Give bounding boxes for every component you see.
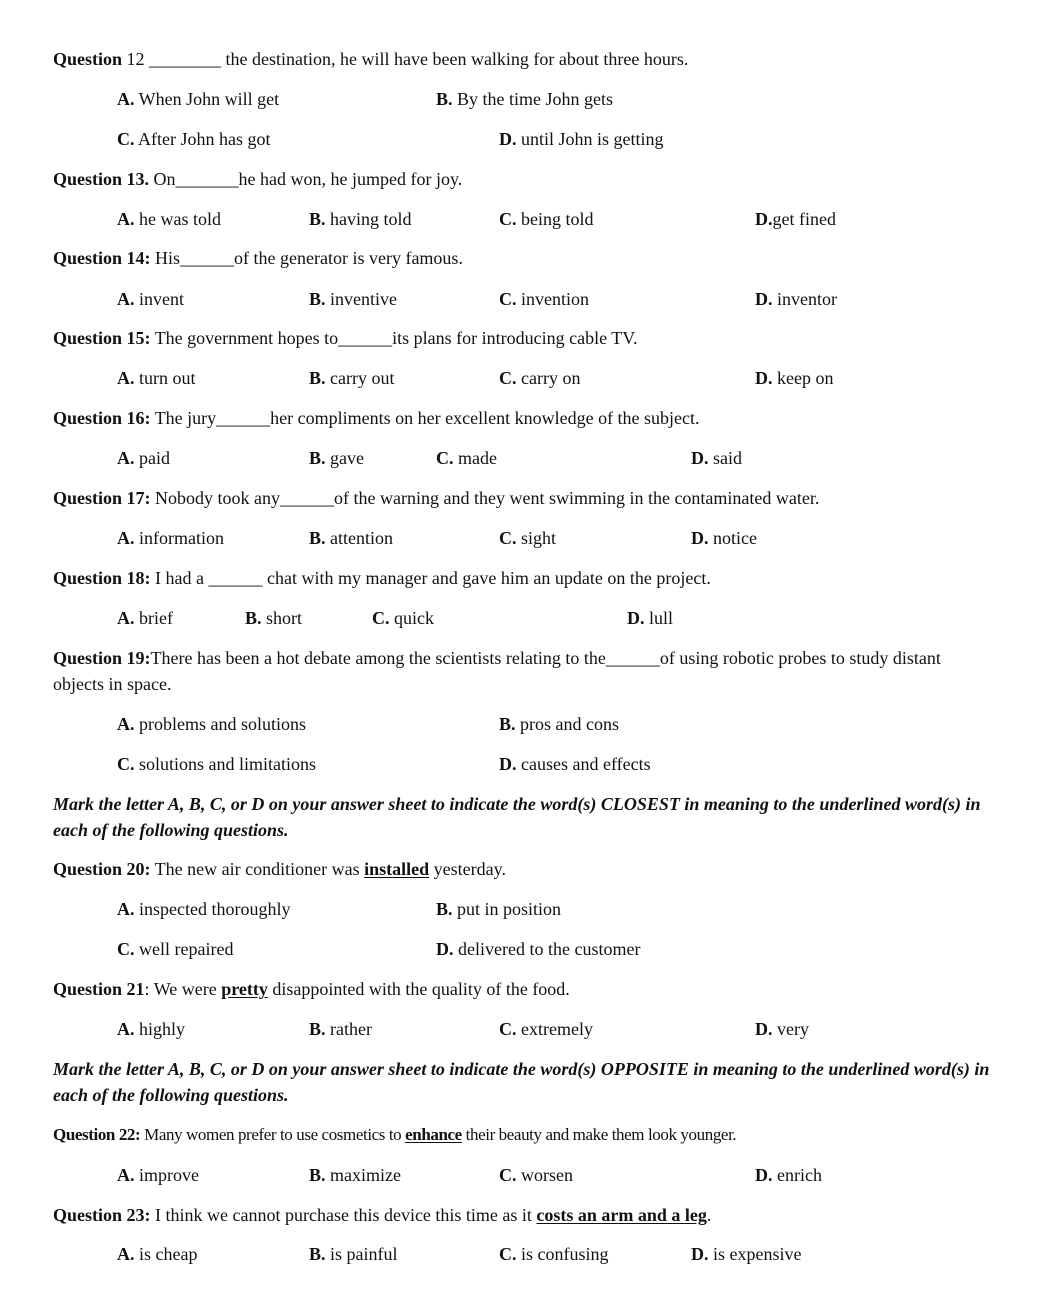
option-text: is cheap [134, 1244, 198, 1264]
option-b [309, 208, 412, 230]
option-letter: B. [309, 1244, 326, 1264]
option-text: put in position [452, 899, 562, 919]
option-c [117, 753, 316, 775]
option-letter: D. [691, 1244, 709, 1264]
question-label: Question 23: [53, 1205, 151, 1225]
option-text: improve [134, 1165, 199, 1185]
question-label: Question 16: [53, 408, 151, 428]
option-text: very [772, 1019, 809, 1039]
question-text: I had a ______ chat with my manager and gave him an update on the project. [150, 568, 711, 588]
option-a [117, 88, 279, 110]
option-text: lull [644, 608, 674, 628]
option-letter: D. [755, 1165, 773, 1185]
option-letter: D. [499, 129, 517, 149]
option-d [499, 753, 651, 775]
option-text: carry out [325, 368, 395, 388]
option-b [309, 527, 393, 549]
option-text: invention [516, 289, 589, 309]
option-text: inventor [772, 289, 837, 309]
option-a [117, 713, 306, 735]
option-letter: B. [309, 289, 326, 309]
option-letter: A. [117, 448, 135, 468]
option-text: delivered to the customer [453, 939, 641, 959]
option-d [755, 1018, 809, 1040]
option-letter: D. [755, 1019, 773, 1039]
option-letter: C. [117, 754, 135, 774]
question-19-stem [53, 645, 993, 697]
option-text: notice [708, 528, 757, 548]
option-b [245, 607, 302, 629]
option-c [117, 938, 233, 960]
option-letter: D. [691, 528, 709, 548]
question-label: Question 18: [53, 568, 151, 588]
option-text: made [453, 448, 497, 468]
option-text: quick [389, 608, 434, 628]
option-letter: A. [117, 608, 135, 628]
option-letter: D. [755, 368, 773, 388]
question-21-stem [53, 978, 570, 1000]
question-text: . [706, 1205, 712, 1225]
question-23-stem [53, 1204, 711, 1226]
option-text: information [134, 528, 224, 548]
option-text: said [708, 448, 742, 468]
option-d [499, 128, 664, 150]
option-text: sight [516, 528, 557, 548]
option-letter: B. [309, 448, 326, 468]
option-letter: A. [117, 1244, 135, 1264]
option-text: well repaired [134, 939, 234, 959]
underlined-word: enhance [405, 1125, 462, 1144]
option-letter: D. [627, 608, 645, 628]
option-a [117, 527, 224, 549]
option-text: attention [325, 528, 393, 548]
question-text: their beauty and make them look younger. [461, 1125, 737, 1144]
option-a [117, 208, 221, 230]
option-a [117, 898, 290, 920]
option-letter: B. [309, 528, 326, 548]
option-a [117, 1164, 199, 1186]
option-c [499, 527, 556, 549]
option-c [436, 447, 497, 469]
question-text: The new air conditioner was [150, 859, 365, 879]
option-c [499, 1164, 573, 1186]
option-letter: A. [117, 368, 135, 388]
option-text: inventive [325, 289, 397, 309]
question-17-stem [53, 487, 819, 509]
option-text: When John will get [134, 89, 280, 109]
option-letter: B. [245, 608, 262, 628]
option-text: paid [134, 448, 170, 468]
question-20-stem [53, 858, 506, 880]
option-b [499, 713, 619, 735]
option-letter: B. [436, 89, 453, 109]
option-text: highly [134, 1019, 186, 1039]
option-letter: A. [117, 289, 135, 309]
question-text: The government hopes to______its plans for introducing cable TV. [150, 328, 638, 348]
question-13-stem [53, 168, 462, 190]
option-letter: C. [499, 1244, 517, 1264]
option-c [499, 288, 589, 310]
option-letter: C. [499, 289, 517, 309]
option-letter: A. [117, 528, 135, 548]
option-b [309, 1018, 372, 1040]
option-d [691, 447, 742, 469]
option-letter: D. [691, 448, 709, 468]
option-b [309, 367, 394, 389]
option-c [499, 1243, 609, 1265]
option-letter: C. [499, 368, 517, 388]
question-14-stem [53, 247, 463, 269]
option-text: he was told [134, 209, 221, 229]
option-b [436, 88, 613, 110]
option-letter: C. [372, 608, 390, 628]
option-d [755, 1164, 822, 1186]
option-d [755, 208, 836, 230]
option-b [436, 898, 561, 920]
option-letter: B. [309, 368, 326, 388]
option-a [117, 367, 196, 389]
option-a [117, 288, 184, 310]
option-text: being told [516, 209, 594, 229]
option-a [117, 1243, 197, 1265]
question-text: yesterday. [429, 859, 506, 879]
question-label: Question 19: [53, 648, 151, 668]
option-letter: C. [117, 939, 135, 959]
option-d [436, 938, 640, 960]
question-text: On_______he had won, he jumped for joy. [149, 169, 463, 189]
option-letter: C. [499, 1019, 517, 1039]
underlined-word: pretty [221, 979, 268, 999]
option-letter: C. [436, 448, 454, 468]
option-letter: C. [499, 1165, 517, 1185]
option-text: rather [325, 1019, 372, 1039]
question-text: There has been a hot debate among the scientists relating to the______of using robotic probes to study distant objects in space. [53, 648, 941, 694]
question-label: Question 15: [53, 328, 151, 348]
option-letter: B. [309, 1165, 326, 1185]
option-a [117, 1018, 185, 1040]
option-text: causes and effects [516, 754, 651, 774]
option-letter: C. [117, 129, 135, 149]
option-text: keep on [772, 368, 834, 388]
option-letter: D. [436, 939, 454, 959]
question-label: Question 14: [53, 248, 151, 268]
option-c [372, 607, 434, 629]
question-label: Question [53, 49, 123, 69]
option-letter: D. [755, 209, 773, 229]
option-a [117, 447, 170, 469]
instruction-closest: Mark the letter A, B, C, or D on your answer sheet to indicate the word(s) CLOSEST in meaning to the underlined word(s) in each of the following questions. [53, 794, 981, 840]
question-18-stem [53, 567, 711, 589]
option-d [627, 607, 673, 629]
option-text: gave [325, 448, 364, 468]
question-label: Question 21 [53, 979, 145, 999]
question-22-stem [53, 1124, 736, 1146]
option-text: enrich [772, 1165, 822, 1185]
option-letter: C. [499, 209, 517, 229]
option-letter: A. [117, 1019, 135, 1039]
option-c [117, 128, 270, 150]
question-16-stem [53, 407, 700, 429]
option-d [755, 288, 837, 310]
question-text: Many women prefer to use cosmetics to [140, 1125, 406, 1144]
question-text: : We were [144, 979, 222, 999]
question-label: Question 13. [53, 169, 150, 189]
option-text: problems and solutions [134, 714, 306, 734]
option-d [755, 367, 833, 389]
option-letter: A. [117, 209, 135, 229]
option-text: get fined [772, 209, 836, 229]
option-a [117, 607, 173, 629]
question-text: His______of the generator is very famous. [150, 248, 463, 268]
option-d [691, 527, 757, 549]
option-text: extremely [516, 1019, 593, 1039]
underlined-word: costs an arm and a leg [536, 1205, 707, 1225]
option-text: By the time John gets [452, 89, 614, 109]
option-text: having told [325, 209, 412, 229]
option-letter: C. [499, 528, 517, 548]
option-d [691, 1243, 801, 1265]
question-text: I think we cannot purchase this device this time as it [150, 1205, 537, 1225]
question-12-stem [53, 48, 688, 70]
option-text: After John has got [134, 129, 271, 149]
option-text: is expensive [708, 1244, 802, 1264]
option-text: brief [134, 608, 173, 628]
question-text: disappointed with the quality of the food. [267, 979, 570, 999]
option-letter: B. [499, 714, 516, 734]
option-text: invent [134, 289, 184, 309]
option-text: is confusing [516, 1244, 609, 1264]
option-text: inspected thoroughly [134, 899, 291, 919]
option-b [309, 1164, 401, 1186]
option-text: worsen [516, 1165, 573, 1185]
question-label: Question 22: [53, 1125, 141, 1144]
option-letter: B. [309, 1019, 326, 1039]
option-text: is painful [325, 1244, 398, 1264]
question-text: The jury______her compliments on her excellent knowledge of the subject. [150, 408, 700, 428]
question-text: 12 ________ the destination, he will have been walking for about three hours. [122, 49, 689, 69]
option-letter: A. [117, 89, 135, 109]
option-letter: B. [309, 209, 326, 229]
instruction-opposite: Mark the letter A, B, C, or D on your answer sheet to indicate the word(s) OPPOSITE in meaning to the underlined word(s) in each of the following questions. [53, 1059, 990, 1105]
question-15-stem [53, 327, 637, 349]
question-text: Nobody took any______of the warning and they went swimming in the contaminated water. [150, 488, 820, 508]
option-text: until John is getting [516, 129, 664, 149]
option-b [309, 1243, 398, 1265]
option-b [309, 288, 397, 310]
underlined-word: installed [364, 859, 430, 879]
option-c [499, 367, 580, 389]
option-c [499, 1018, 593, 1040]
option-letter: D. [499, 754, 517, 774]
question-label: Question 20: [53, 859, 151, 879]
option-text: pros and cons [515, 714, 619, 734]
option-b [309, 447, 364, 469]
option-letter: A. [117, 899, 135, 919]
option-text: solutions and limitations [134, 754, 317, 774]
question-label: Question 17: [53, 488, 151, 508]
option-c [499, 208, 594, 230]
option-text: maximize [325, 1165, 401, 1185]
option-letter: D. [755, 289, 773, 309]
option-letter: A. [117, 1165, 135, 1185]
option-letter: B. [436, 899, 453, 919]
option-text: carry on [516, 368, 581, 388]
option-letter: A. [117, 714, 135, 734]
option-text: short [261, 608, 303, 628]
option-text: turn out [134, 368, 196, 388]
